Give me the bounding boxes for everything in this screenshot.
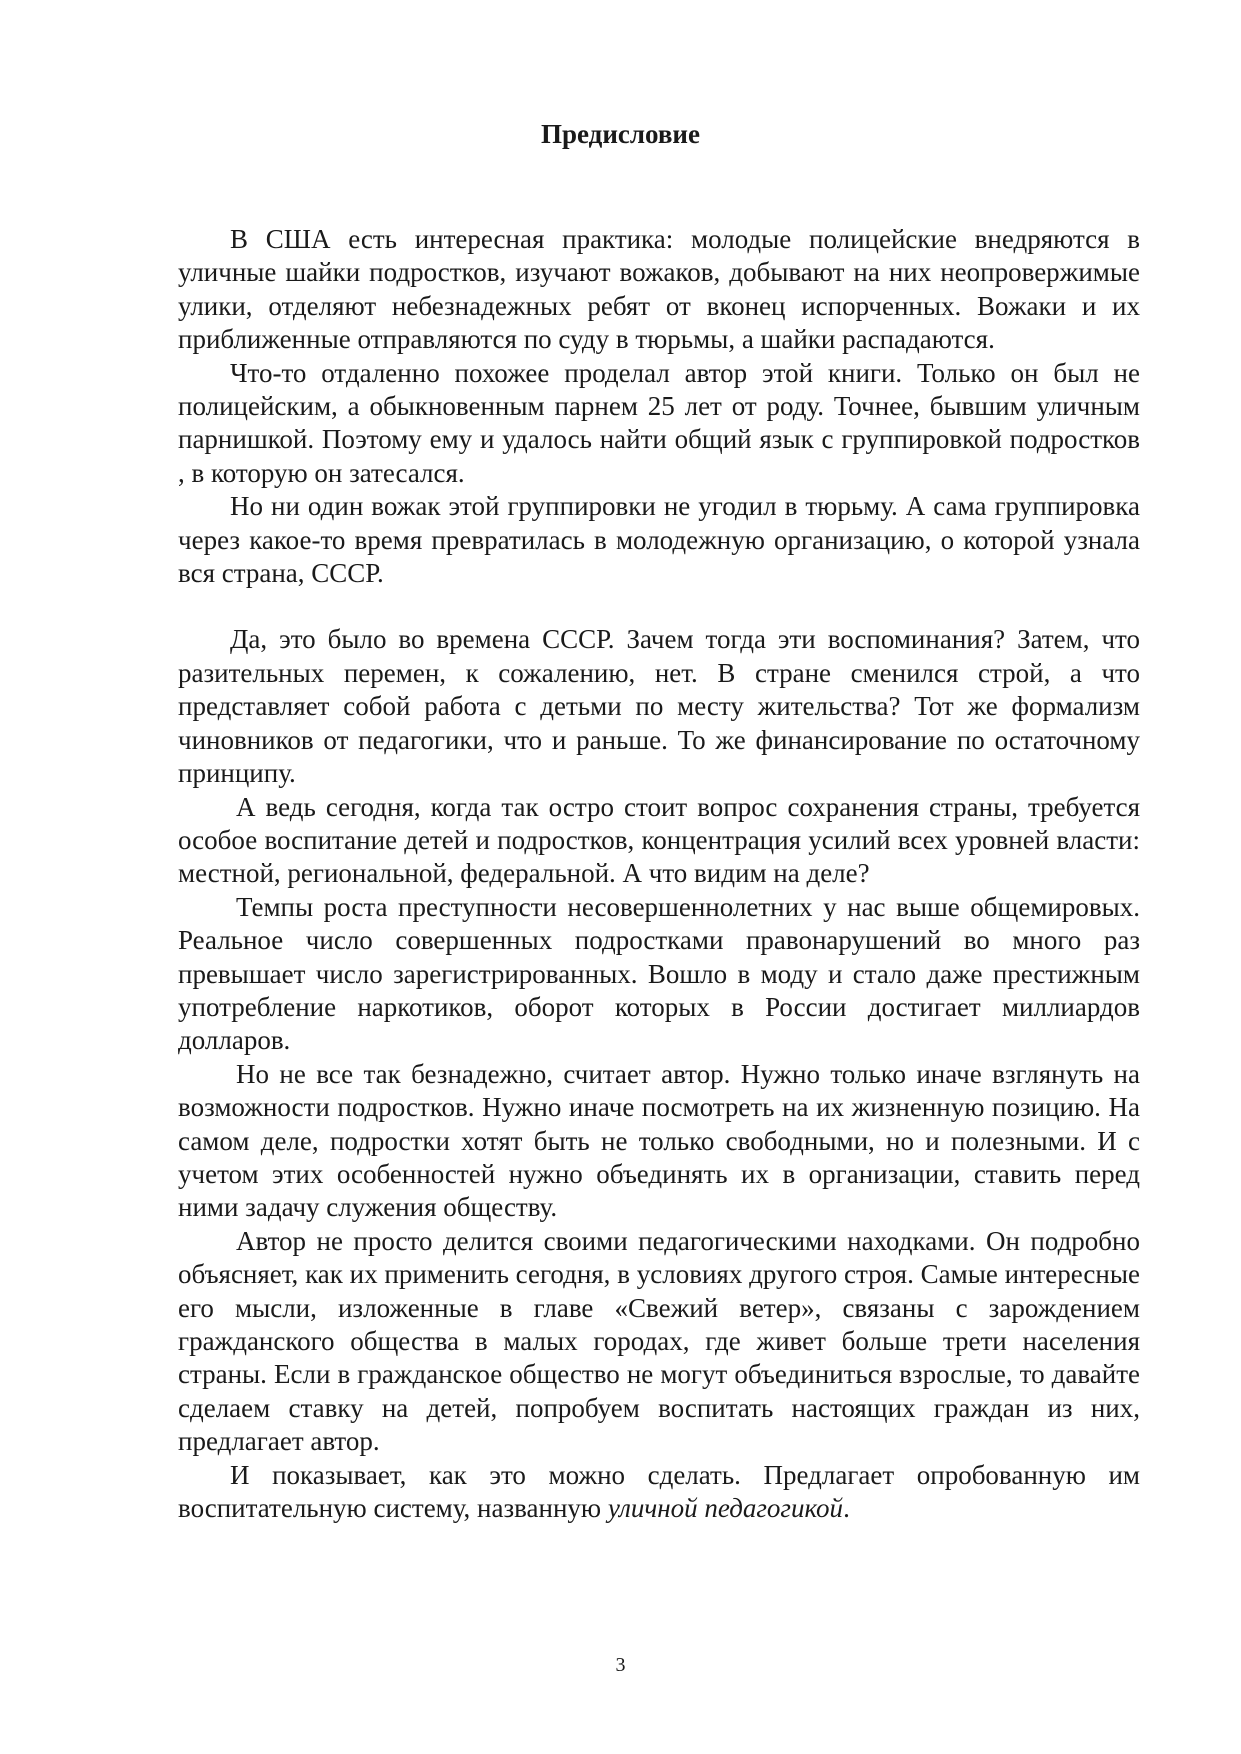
paragraph-2: Что-то отдаленно похожее проделал автор этой книги. Только он был не полицейским, а обыкновенным парнем 25 лет от роду. Точнее, бывшим уличным парнишкой. Поэтому ему и удалось найти общий язык с группировкой подростков , в которую он затесался. <box>178 357 1140 488</box>
paragraph-6: Темпы роста преступности несовершеннолетних у нас выше общемировых. Реальное число совершенных подростками правонарушений во много раз превышает число зарегистрированных. Вошло в моду и стало даже престижным употребление наркотиков, оборот которых в России достигает миллиардов долларов. <box>178 891 1140 1056</box>
paragraph-9 <box>178 1459 1140 1526</box>
paragraph-9-end: . <box>843 1493 850 1524</box>
paragraph-5: А ведь сегодня, когда так остро стоит вопрос сохранения страны, требуется особое воспитание детей и подростков, концентрация усилий всех уровней власти: местной, региональной, федеральной. А что видим на деле? <box>178 791 1140 889</box>
paragraph-3: Но ни один вожак этой группировки не угодил в тюрьму. А сама группировка через какое-то время превратилась в молодежную организацию, о которой узнала вся страна, СССР. <box>178 491 1140 589</box>
paragraph-8: Автор не просто делится своими педагогическими находками. Он подробно объясняет, как их применить сегодня, в условиях другого строя. Самые интересные его мысли, изложенные в главе «Свежий ветер», связаны с зарождением гражданского общества в малых городах, где живет больше трети населения страны. Если в гражданское общество не могут объединиться взрослые, то давайте сделаем ставку на детей, попробуем воспитать настоящих граждан из них, предлагает автор. <box>178 1225 1140 1457</box>
emphasis-term: уличной педагогикой <box>607 1493 844 1524</box>
page-title: Предисловие <box>541 119 700 149</box>
page-number: 3 <box>615 1654 626 1676</box>
paragraph-4: Да, это было во времена СССР. Зачем тогда эти воспоминания? Затем, что разительных перемен, к сожалению, нет. В стране сменился строй, а что представляет собой работа с детьми по месту жительства? Тот же формализм чиновников от педагогики, что и раньше. То же финансирование по остаточному принципу. <box>178 624 1140 789</box>
paragraph-7: Но не все так безнадежно, считает автор. Нужно только иначе взглянуть на возможности подростков. Нужно иначе посмотреть на их жизненную позицию. На самом деле, подростки хотят быть не только свободными, но и полезными. И с учетом этих особенностей нужно объединять их в организации, ставить перед ними задачу служения обществу. <box>178 1058 1140 1223</box>
paragraph-1: В США есть интересная практика: молодые полицейские внедряются в уличные шайки подростков, изучают вожаков, добывают на них неопровержимые улики, отделяют небезнадежных ребят от вконец испорченных. Вожаки и их приближенные отправляются по суду в тюрьмы, а шайки распадаются. <box>178 224 1140 355</box>
body-text <box>178 223 1140 1525</box>
paragraph-9-text: И показывает, как это можно сделать. Предлагает опробованную им воспитательную систему, названную <box>178 1459 1140 1524</box>
